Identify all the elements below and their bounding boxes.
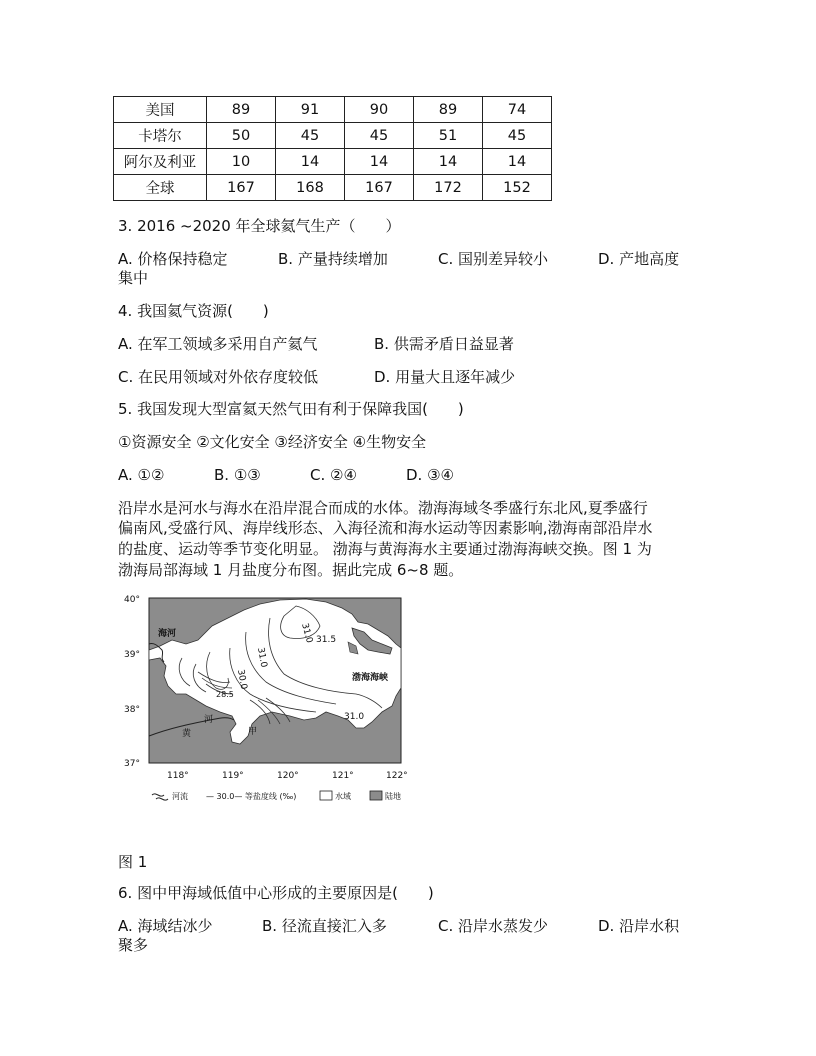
passage-line: 偏南风,受盛行风、海岸线形态、入海径流和海水运动等因素影响,渤海南部沿岸水 xyxy=(118,519,653,537)
table-cell: 167 xyxy=(207,175,276,201)
question-6-option-a: A. 海域结冰少 xyxy=(118,917,213,935)
label-huang: 黄 xyxy=(182,729,192,739)
table-cell: 45 xyxy=(483,123,552,149)
table-cell: 14 xyxy=(414,149,483,175)
data-table xyxy=(113,96,552,201)
table-cell: 168 xyxy=(276,175,345,201)
table-row xyxy=(114,175,552,201)
contour-label: 31.0 xyxy=(299,622,314,645)
question-6-option-d: D. 沿岸水积 xyxy=(598,917,680,935)
contour-label: 28.5 xyxy=(216,690,234,699)
legend-river: 河流 xyxy=(172,792,188,801)
lon-label: 120° xyxy=(277,771,299,781)
table-row xyxy=(114,97,552,123)
question-5-items: ①资源安全 ②文化安全 ③经济安全 ④生物安全 xyxy=(118,433,427,451)
table-cell: 89 xyxy=(207,97,276,123)
contour-label: 31.0 xyxy=(344,712,365,722)
question-3-option-d: D. 产地高度 xyxy=(598,250,680,268)
question-3-option-a: A. 价格保持稳定 xyxy=(118,250,228,268)
table-cell: 10 xyxy=(207,149,276,175)
table-row xyxy=(114,149,552,175)
question-5-option-c: C. ②④ xyxy=(310,466,357,484)
question-6-option-c: C. 沿岸水蒸发少 xyxy=(438,917,549,935)
table-cell: 14 xyxy=(483,149,552,175)
lat-label: 39° xyxy=(124,650,140,660)
question-5-option-d: D. ③④ xyxy=(406,466,454,484)
question-6-option-b: B. 径流直接汇入多 xyxy=(262,917,387,935)
table-row xyxy=(114,123,552,149)
contour-label: 31.5 xyxy=(316,635,337,645)
question-3-stem: 3. 2016 ~2020 年全球氦气生产（ ） xyxy=(118,217,401,235)
table-cell: 卡塔尔 xyxy=(114,123,207,149)
table-cell: 美国 xyxy=(114,97,207,123)
table-cell: 45 xyxy=(276,123,345,149)
table-cell: 50 xyxy=(207,123,276,149)
salinity-map xyxy=(120,588,420,810)
table-cell: 14 xyxy=(276,149,345,175)
water-legend-swatch xyxy=(320,791,332,800)
table-cell: 91 xyxy=(276,97,345,123)
question-5-option-a: A. ①② xyxy=(118,466,165,484)
table-cell: 14 xyxy=(345,149,414,175)
table-cell: 89 xyxy=(414,97,483,123)
lon-label: 118° xyxy=(167,771,189,781)
question-3-option-c: C. 国别差异较小 xyxy=(438,250,549,268)
table-cell: 45 xyxy=(345,123,414,149)
question-5-option-b: B. ①③ xyxy=(214,466,261,484)
contour-label: 30.0 xyxy=(235,668,249,691)
table-cell: 全球 xyxy=(114,175,207,201)
question-4-option-c: C. 在民用领域对外依存度较低 xyxy=(118,368,319,386)
legend-land: 陆地 xyxy=(385,792,401,801)
table-cell: 90 xyxy=(345,97,414,123)
table-cell: 51 xyxy=(414,123,483,149)
legend-isoline: — 30.0— 等盐度线 (‰) xyxy=(206,792,297,801)
question-4-stem: 4. 我国氦气资源( ) xyxy=(118,302,269,320)
label-he: 河 xyxy=(204,715,214,725)
question-4-option-b: B. 供需矛盾日益显著 xyxy=(374,335,514,353)
lon-label: 122° xyxy=(386,771,408,781)
legend-water: 水域 xyxy=(335,792,351,801)
question-4-option-a: A. 在军工领域多采用自产氦气 xyxy=(118,335,318,353)
river-legend-icon xyxy=(152,794,168,800)
lat-label: 40° xyxy=(124,595,140,605)
lat-label: 38° xyxy=(124,705,140,715)
question-4-option-d: D. 用量大且逐年减少 xyxy=(374,368,516,386)
question-3-option-b: B. 产量持续增加 xyxy=(278,250,388,268)
lon-label: 119° xyxy=(222,771,244,781)
table-cell: 167 xyxy=(345,175,414,201)
passage-line: 的盐度、运动等季节变化明显。 渤海与黄海海水主要通过渤海海峡交换。图 1 为 xyxy=(118,540,652,558)
table-cell: 74 xyxy=(483,97,552,123)
table-cell: 172 xyxy=(414,175,483,201)
contour-label: 31.0 xyxy=(255,646,269,669)
lon-label: 121° xyxy=(332,771,354,781)
question-6-stem: 6. 图中甲海域低值中心形成的主要原因是( ) xyxy=(118,884,434,902)
question-5-stem: 5. 我国发现大型富氦天然气田有利于保障我国( ) xyxy=(118,400,464,418)
lat-label: 37° xyxy=(124,759,140,769)
label-strait: 渤海海峡 xyxy=(352,673,389,683)
label-jia: 甲 xyxy=(248,727,258,737)
label-haihe: 海河 xyxy=(158,629,177,639)
land-legend-swatch xyxy=(370,791,382,800)
passage-line: 沿岸水是河水与海水在沿岸混合而成的水体。渤海海域冬季盛行东北风,夏季盛行 xyxy=(118,499,648,517)
question-3-option-d-continued: 集中 xyxy=(118,269,149,287)
figure-caption: 图 1 xyxy=(118,853,148,871)
table-cell: 阿尔及利亚 xyxy=(114,149,207,175)
table-cell: 152 xyxy=(483,175,552,201)
passage-line: 渤海局部海域 1 月盐度分布图。据此完成 6~8 题。 xyxy=(118,561,464,579)
question-6-option-d-continued: 聚多 xyxy=(118,936,149,954)
map-legend xyxy=(152,791,401,801)
